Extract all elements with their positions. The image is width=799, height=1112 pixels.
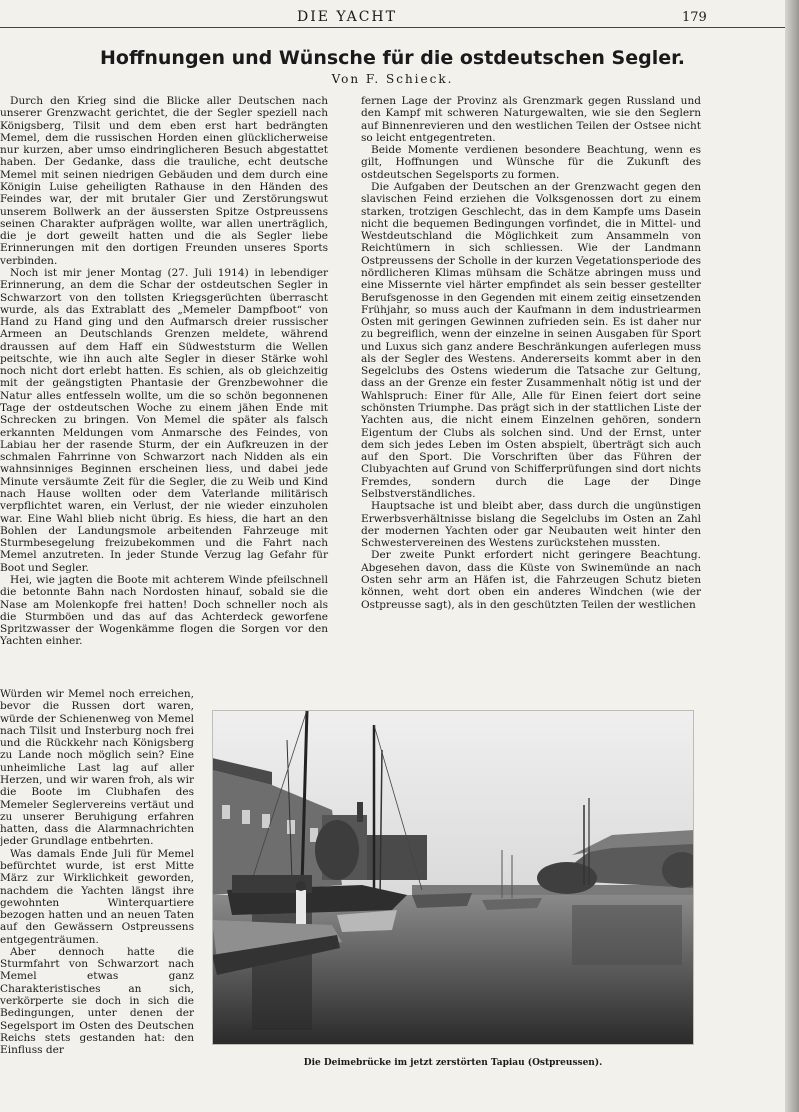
harbor-photo: [212, 710, 694, 1045]
running-header: [0, 9, 785, 27]
paragraph: Hei, wie jagten die Boote mit achterem Winde pfeilschnell die betonnte Bahn nach Nordosten hinauf, sobald sie die Nase am Molenkopfe frei hatten! Doch schneller noch als die Sturmböen und das auf das Achterdeck geworfene Spritzwasser der Wogenkämme flogen die Sorgen vor den Yachten einher.: [0, 573, 328, 648]
paragraph: Aber dennoch hatte die Sturmfahrt von Schwarzort nach Memel etwas ganz Charakteristisches an sich, verkörperte sie doch in sich die Bedingungen, unter denen der Segelsport im Osten des Deutschen Reichs stets gestanden hat: den Einfluss der: [0, 945, 194, 1057]
article-byline: Von F. Schieck.: [331, 72, 454, 86]
harbor-photo-icon: [212, 710, 694, 1045]
paragraph: Der zweite Punkt erfordert nicht geringere Beachtung. Abgesehen davon, dass die Küste von Swinemünde an nach Osten sehr arm an Häfen ist, die Fahrzeugen Schutz bieten können, weht dort oben ein anderes Windchen (wie der Ostpreusse sagt), als in den geschützten Teilen der westlichen: [361, 549, 701, 611]
left-column-top: [0, 95, 328, 648]
page-edge: [785, 0, 799, 1112]
page-number: 179: [682, 10, 707, 25]
paragraph: Durch den Krieg sind die Blicke aller Deutschen nach unserer Grenzwacht gerichtet, die der Segler speziell nach Königsberg, Tilsit und dem eben erst hart bedrängten Memel, dem die russischen Horden einen glücklicherweise nur kurzen, aber umso eindringlicheren Besuch abgestattet haben. Der Gedanke, dass die trauliche, echt deutsche Memel mit seinen niedrigen Gebäuden und dem durch eine Königin Luise geheiligten Rathause in den Händen des Feindes war, der mit brutaler Gier und Zerstörungswut unserem Bollwerk an der äussersten Spitze Ostpreussens seinen Charakter aufprägen wollte, war allen unerträglich, die je dort geweilt hatten und die als Segler liebe Erinnerungen mit den dortigen Freunden unseres Sports verbinden.: [0, 95, 328, 267]
left-column-bottom: [0, 688, 194, 1056]
running-title: DIE YACHT: [297, 9, 397, 25]
paragraph: Die Aufgaben der Deutschen an der Grenzwacht gegen den slavischen Feind erziehen die Volksgenossen dort zu einem starken, trotzigen Geschlecht, das in dem Kampfe ums Dasein nicht die bequemen Bedingungen vorfindet, die in Mittel- und Westdeutschland die Möglichkeit zum Ansammeln von Reichtümern in sich schliessen. Wie der Landmann Ostpreussens der Scholle in der kurzen Vegetationsperiode des nördlicheren Klimas mühsam die Schätze abringen muss und eine Missernte viel härter empfindet als sein besser gestellter Berufsgenosse in den Gegenden mit einem zeitig einsetzenden Frühjahr, so muss auch der Kaufmann in dem industriearmen Osten mit geringen Gewinnen zufrieden sein. Es ist daher nur zu begreiflich, wenn der einzelne in seinen Ausgaben für Sport und Luxus sich ganz andere Beschränkungen auferlegen muss als der Segler des Westens. Andererseits kommt aber in den Segelclubs des Ostens wiederum die Tatsache zur Geltung, dass an der Grenze ein fester Zusammenhalt nötig ist und der Wahlspruch: Einer für Alle, Alle für Einen feiert dort seine schönsten Triumphe. Das prägt sich in der stattlichen Liste der Yachten aus, die nicht einem Einzelnen gehören, sondern Eigentum der Clubs als solchen sind. Und der Ernst, unter dem sich jedes Leben im Osten abspielt, überträgt sich auch auf den Sport. Die Vorschriften über das Führen der Clubyachten auf Grund von Schifferprüfungen sind dort nichts Fremdes, sondern durch die Lage der Dinge Selbstverständliches.: [361, 180, 701, 500]
header-rule: [0, 27, 785, 28]
paragraph: Würden wir Memel noch erreichen, bevor die Russen dort waren, würde der Schienenweg von Memel nach Tilsit und Insterburg noch frei und die Rückkehr nach Königsberg zu Lande noch möglich sein? Eine unheimliche Last lag auf aller Herzen, und wir waren froh, als wir die Boote im Clubhafen des Memeler Seglervereins vertäut und zu unserer Beruhigung erfahren hatten, dass die Alarmnachrichten jeder Grundlage entbehrten.: [0, 688, 194, 848]
paragraph: fernen Lage der Provinz als Grenzmark gegen Russland und den Kampf mit schweren Naturgewalten, wie sie den Seglern auf Binnenrevieren und den westlichen Teilen der Ostsee nicht so leicht entgegentreten.: [361, 95, 701, 144]
article-title: Hoffnungen und Wünsche für die ostdeutschen Segler.: [100, 47, 685, 69]
paragraph: Noch ist mir jener Montag (27. Juli 1914) in lebendiger Erinnerung, an dem die Schar der ostdeutschen Segler in Schwarzort von den tollsten Kriegsgerüchten überrascht wurde, als das Extrablatt des „Memeler Dampfboot“ von Hand zu Hand ging und den Aufmarsch dreier russischer Armeen an Deutschlands Grenzen meldete, während draussen auf dem Haff ein Südweststurm die Wellen peitschte, wie ihn auch alte Segler in dieser Stärke wohl noch nicht dort erlebt hatten. Es schien, als ob gleichzeitig mit der geängstigten Phantasie der Grenzbewohner die Natur alles entfesseln wollte, um die so schön begonnenen Tage der ostdeutschen Woche zu einem jähen Ende mit Schrecken zu bringen. Von Memel die später als falsch erkannten Meldungen vom Anmarsche des Feindes, von Labiau her der rasende Sturm, der ein Aufkreuzen in der schmalen Fahrrinne von Schwarzort nach Nidden als ein wahnsinniges Beginnen erscheinen liess, und dabei jede Minute versäumte Zeit für die Segler, die zu Weib und Kind nach Hause wollten oder dem Vaterlande militärisch verpflichtet waren, ein Verlust, der nie wieder einzuholen war. Eine Wahl blieb nicht übrig. Es hiess, die hart an den Bohlen der Landungsmole arbeitenden Fahrzeuge mit Sturmbesegelung freizubekommen und die Fahrt nach Memel anzutreten. In jeder Stunde Verzug lag Gefahr für Boot und Segler.: [0, 266, 328, 574]
figure-caption: Die Deimebrücke im jetzt zerstörten Tapiau (Ostpreussen).: [303, 1058, 603, 1068]
paragraph: Was damals Ende Juli für Memel befürchtet wurde, ist erst Mitte März zur Wirklichkeit geworden, nachdem die Yachten längst ihre gewohnten Winterquartiere bezogen hatten und an neuen Taten auf den Gewässern Ostpreussens entgegenträumen.: [0, 847, 194, 946]
paragraph: Beide Momente verdienen besondere Beachtung, wenn es gilt, Hoffnungen und Wünsche für die Zukunft des ostdeutschen Segelsports zu formen.: [361, 144, 701, 181]
right-column: [361, 95, 701, 611]
paragraph: Hauptsache ist und bleibt aber, dass durch die ungünstigen Erwerbsverhältnisse bislang die Segelclubs im Osten an Zahl der modernen Yachten oder gar Neubauten weit hinter den Schwestervereinen des Westens zurückstehen mussten.: [361, 500, 701, 550]
